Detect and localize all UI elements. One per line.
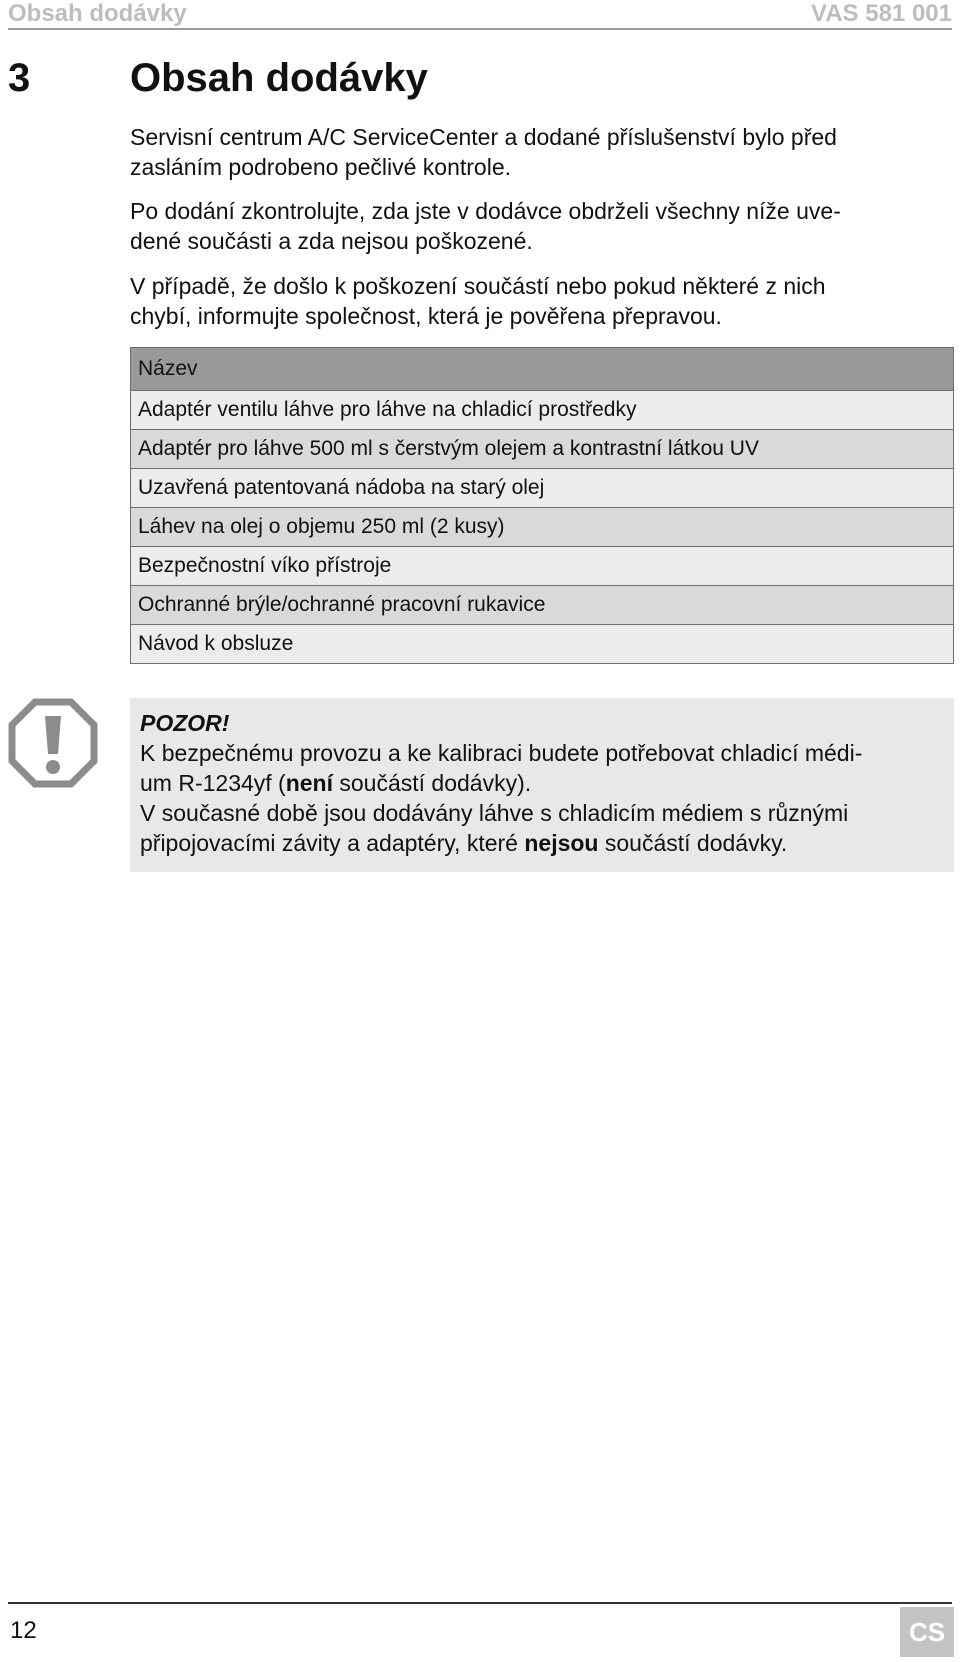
table-row bbox=[131, 391, 954, 430]
table-row bbox=[131, 547, 954, 586]
warning-text: součástí dodávky. bbox=[598, 830, 788, 856]
paragraph-inspection bbox=[130, 122, 950, 182]
running-header-product: VAS 581 001 bbox=[811, 0, 952, 27]
section-number: 3 bbox=[8, 56, 31, 100]
running-header bbox=[8, 0, 952, 30]
warning-title: POZOR! bbox=[140, 710, 230, 736]
table-cell: Bezpečnostní víko přístroje bbox=[131, 547, 954, 586]
table-cell: Adaptér pro láhve 500 ml s čerstvým olejem a kontrastní látkou UV bbox=[131, 430, 954, 469]
paragraph-check-delivery bbox=[130, 196, 950, 256]
table-cell: Uzavřená patentovaná nádoba na starý olej bbox=[131, 469, 954, 508]
warning-text: připojovacími závity a adaptéry, které bbox=[140, 830, 525, 856]
paragraph-line: Servisní centrum A/C ServiceCenter a dodané příslušenství bylo před bbox=[130, 124, 837, 150]
paragraph-line: chybí, informujte společnost, která je pověřena přepravou. bbox=[130, 303, 722, 329]
table-header-row bbox=[131, 348, 954, 391]
table-header-name: Název bbox=[131, 348, 954, 391]
table-cell: Adaptér ventilu láhve pro láhve na chladicí prostředky bbox=[131, 391, 954, 430]
paragraph-line: dené součásti a zda nejsou poškozené. bbox=[130, 228, 533, 254]
warning-line bbox=[140, 828, 944, 858]
language-badge: CS bbox=[900, 1607, 954, 1657]
warning-line: V současné době jsou dodávány láhve s chladicím médiem s různými bbox=[140, 800, 849, 826]
table-row bbox=[131, 508, 954, 547]
paragraph-line: V případě, že došlo k poškození součástí nebo pokud některé z nich bbox=[130, 273, 826, 299]
page-number: 12 bbox=[10, 1617, 37, 1644]
warning-text: součástí dodávky). bbox=[333, 770, 532, 796]
delivery-contents-table bbox=[130, 347, 954, 664]
warning-octagon-icon bbox=[8, 698, 98, 788]
warning-emphasis: není bbox=[285, 770, 333, 796]
warning-line bbox=[140, 768, 944, 798]
table-cell: Návod k obsluze bbox=[131, 625, 954, 664]
table-cell: Ochranné brýle/ochranné pracovní rukavice bbox=[131, 586, 954, 625]
paragraph-line: zasláním podrobeno pečlivé kontrole. bbox=[130, 154, 512, 180]
paragraph-damage-notice bbox=[130, 271, 950, 331]
footer-divider bbox=[8, 1602, 952, 1604]
paragraph-line: Po dodání zkontrolujte, zda jste v dodávce obdrželi všechny níže uve- bbox=[130, 198, 841, 224]
table-cell: Láhev na olej o objemu 250 ml (2 kusy) bbox=[131, 508, 954, 547]
table-row bbox=[131, 625, 954, 664]
table-row bbox=[131, 469, 954, 508]
section-title: Obsah dodávky bbox=[130, 56, 428, 100]
warning-text: um R-1234yf ( bbox=[140, 770, 286, 796]
table-row bbox=[131, 586, 954, 625]
table-row bbox=[131, 430, 954, 469]
warning-line: K bezpečnému provozu a ke kalibraci budete potřebovat chladicí médi- bbox=[140, 740, 863, 766]
running-header-section: Obsah dodávky bbox=[8, 0, 187, 27]
warning-emphasis: nejsou bbox=[524, 830, 599, 856]
warning-box bbox=[130, 698, 954, 872]
